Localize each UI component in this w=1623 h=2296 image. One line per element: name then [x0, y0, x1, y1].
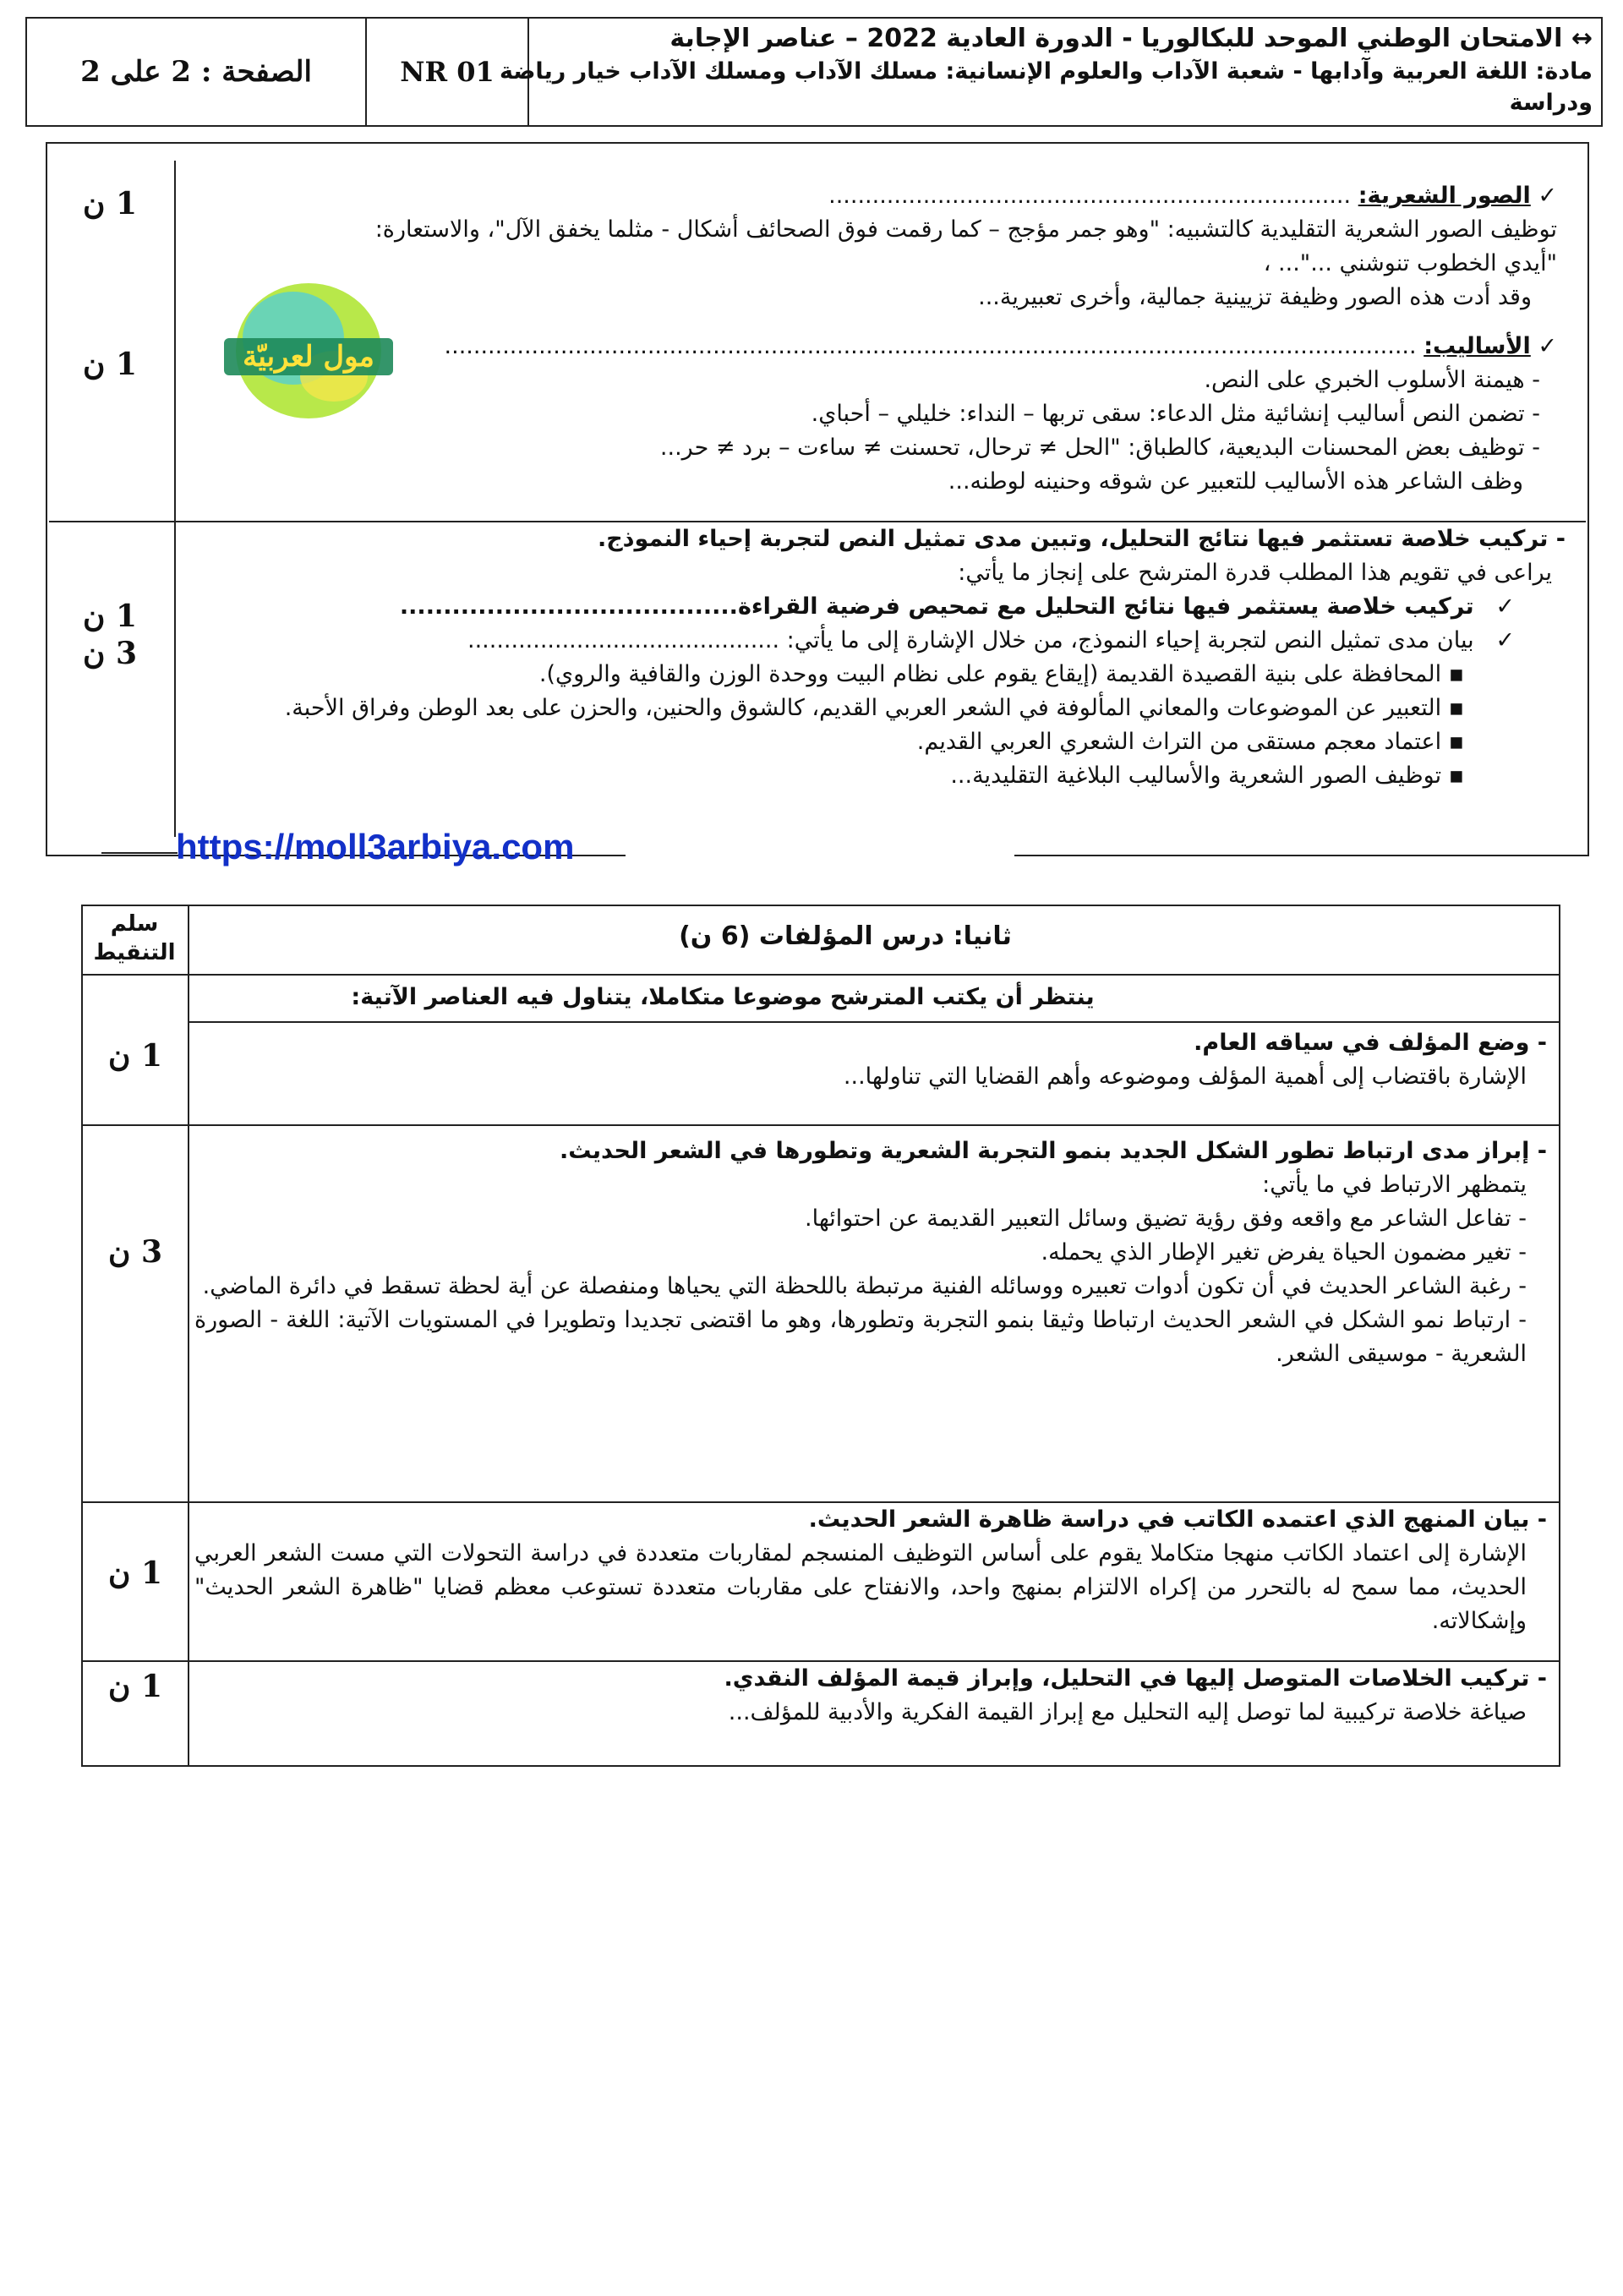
url-mask — [626, 832, 1014, 866]
score-images: 1 ن — [82, 186, 138, 221]
exam-title: الامتحان الوطني الموحد للبكالوريا - الدورة العادية 2022 – عناصر الإجابة — [669, 24, 1563, 53]
bullet-icon: ▪ — [1448, 763, 1464, 789]
arrow-icon: ↔ — [1571, 24, 1593, 53]
site-logo — [216, 279, 402, 423]
row-line: - تفاعل الشاعر مع واقعه وفق رؤية تضيق وسائل التعبير القديمة عن احتوائها. — [805, 1205, 1527, 1232]
exam-title-cell — [499, 22, 1593, 122]
score-row: 1 ن — [107, 1555, 163, 1591]
divider — [189, 1021, 1560, 1023]
section2-row-4 — [194, 1662, 1547, 1730]
poetic-images-title: الصور الشعرية: — [1358, 183, 1531, 209]
logo-text: مول لعربيّة — [243, 340, 374, 374]
styles-line: - تضمن النص أساليب إنشائية مثل الدعاء: سقى تربها – النداء: خليلي – أحباي. — [811, 401, 1540, 427]
exam-code: NR 01 — [400, 56, 495, 88]
section2-intro: ينتظر أن يكتب المترشح موضوعا متكاملا، يتناول فيه العناصر الآتية: — [351, 984, 1095, 1010]
page-number-cell — [27, 19, 365, 125]
check-icon: ✓ — [1538, 183, 1557, 209]
score-synthesis-2: 3 ن — [82, 636, 138, 671]
styles-line: - توظيف بعض المحسنات البديعية، كالطباق: "الحل ≠ ترحال، تحسنت ≠ ساءت – برد ≠ حر... — [659, 435, 1540, 461]
bullet-icon: ▪ — [1448, 695, 1464, 721]
synthesis-bullet: توظيف الصور الشعرية والأساليب البلاغية التقليدية... — [950, 763, 1442, 789]
score-row: 1 ن — [107, 1669, 163, 1704]
poetic-images-line: توظيف الصور الشعرية التقليدية كالتشبيه: "وهو جمر مؤجج – كما رقمت فوق الصحائف أشكال - مثلما يخفق الآل"، والاستعارة: — [374, 216, 1557, 243]
row-line: يتمظهر الارتباط في ما يأتي: — [1262, 1172, 1527, 1198]
synthesis-title: - تركيب خلاصة تستثمر فيها نتائج التحليل، وتبين مدى تمثيل النص لتجربة إحياء النموذج. — [597, 526, 1566, 552]
exam-subject-cont: ودراسة — [1509, 90, 1593, 116]
score-styles: 1 ن — [82, 347, 138, 382]
styles-title: الأساليب: — [1424, 333, 1531, 359]
row-title: - إبراز مدى ارتباط تطور الشكل الجديد بنمو التجربة الشعرية وتطورها في الشعر الحديث. — [559, 1138, 1547, 1164]
score-row: 1 ن — [107, 1038, 163, 1074]
styles-block: ✓ الأساليب: ...................................................................................................................................... - هيمنة الأسلوب الخبري على النص. - تضمن النص أساليب إنشائية مثل الدعاء: سقى تربها – النداء: خليلي – أحباي. - توظيف بعض المحسنات البديعية، كالطباق: "الحل ≠ ترحال، تحسنت ≠ ساءت – برد ≠ حر... وظف الشاعر هذه الأساليب للتعبير عن شوقه وحنينه لوطنه... — [179, 330, 1557, 499]
synthesis-bullet: المحافظة على بنية القصيدة القديمة (إيقاع يقوم على نظام البيت ووحدة الوزن والقافية والروي). — [538, 661, 1442, 687]
score-row: 3 ن — [107, 1234, 163, 1270]
divider — [81, 1124, 1560, 1126]
scale-header: سلم التنقيط — [93, 911, 176, 965]
row-line: صياغة خلاصة تركيبية لما توصل إليه التحليل مع إبراز القيمة الفكرية والأدبية للمؤلف... — [728, 1699, 1527, 1725]
check-icon: ✓ — [1538, 333, 1557, 359]
synthesis-check-1: تركيب خلاصة يستثمر فيها نتائج التحليل مع تمحيص فرضية القراءة....................................... — [399, 593, 1474, 620]
bullet-icon: ▪ — [1448, 729, 1464, 755]
header-box — [25, 17, 1603, 127]
site-url[interactable]: https://moll3arbiya.com — [176, 827, 575, 866]
synthesis-block — [179, 522, 1566, 793]
page-number: الصفحة : 2 على 2 — [80, 55, 312, 89]
divider — [101, 852, 178, 854]
row-line: - رغبة الشاعر الحديث في أن تكون أدوات تعبيره ووسائله الفنية مرتبطة باللحظة التي يحياها ومنفصلة عن أية لحظة تسقط في دائرة الماضي. — [202, 1273, 1527, 1299]
check-icon: ✓ — [1495, 593, 1515, 620]
check-icon: ✓ — [1495, 627, 1515, 653]
section2-row-2 — [194, 1134, 1547, 1371]
row-title: - تركيب الخلاصات المتوصل إليها في التحليل، وإبراز قيمة المؤلف النقدي. — [724, 1665, 1547, 1692]
synthesis-bullet: اعتماد معجم مستقى من التراث الشعري العربي القديم. — [916, 729, 1442, 755]
styles-line: - هيمنة الأسلوب الخبري على النص. — [1204, 367, 1540, 393]
synthesis-bullet: التعبير عن الموضوعات والمعاني المألوفة في الشعر العربي القديم، كالشوق والحنين، والحزن على بعد الوطن وفراق الأحبة. — [284, 695, 1442, 721]
styles-line: وظف الشاعر هذه الأساليب للتعبير عن شوقه وحنينه لوطنه... — [948, 468, 1523, 495]
section2-row-1 — [194, 1026, 1547, 1094]
synthesis-intro: يراعى في تقويم هذا المطلب قدرة المترشح على إنجاز ما يأتي: — [958, 560, 1552, 586]
poetic-images-line: "أيدي الخطوب تنوشني ..."... ، — [1263, 250, 1557, 276]
divider — [188, 905, 189, 1767]
synthesis-check-2: بيان مدى تمثيل النص لتجربة إحياء النموذج، من خلال الإشارة إلى ما يأتي: ........................................... — [467, 627, 1474, 653]
divider — [174, 161, 176, 837]
row-title: - وضع المؤلف في سياقه العام. — [1194, 1030, 1547, 1056]
divider — [81, 974, 1560, 976]
poetic-images-line: وقد أدت هذه الصور وظيفة تزيينية جمالية، وأخرى تعبيرية... — [978, 284, 1532, 310]
row-line: - ارتباط نمو الشكل في الشعر الحديث ارتباطا وثيقا بنمو التجربة وتطورها، وهو ما اقتضى تجديدا وتطويرا في المستويات الآتية: اللغة - الصورة الشعرية - موسيقى الشعر. — [194, 1307, 1527, 1367]
section2-row-3 — [194, 1503, 1547, 1638]
poetic-images-block: ✓ الصور الشعرية: ........................................................................ توظيف الصور الشعرية التقليدية كالتشبيه: "وهو جمر مؤجج – كما رقمت فوق الصحائف أشكال - مثلما يخفق الآل"، والاستعارة: "أيدي الخطوب تنوشني ..."... ، وقد أدت هذه الصور وظيفة تزيينية جمالية، وأخرى تعبيرية... — [179, 179, 1557, 314]
section2-title: ثانيا: درس المؤلفات (6 ن) — [679, 921, 1012, 951]
row-line: - تغير مضمون الحياة يفرض تغير الإطار الذي يحمله. — [1041, 1239, 1527, 1266]
bullet-icon: ▪ — [1448, 661, 1464, 687]
exam-subject: مادة: اللغة العربية وآدابها - شعبة الآداب والعلوم الإنسانية: مسلك الآداب ومسلك الآداب خيار رياضة — [499, 58, 1593, 85]
row-title: - بيان المنهج الذي اعتمده الكاتب في دراسة ظاهرة الشعر الحديث. — [808, 1506, 1547, 1533]
score-synthesis-1: 1 ن — [82, 599, 138, 634]
row-line: الإشارة باقتضاب إلى أهمية المؤلف وموضوعه وأهم القضايا التي تناولها... — [843, 1063, 1527, 1090]
row-line: الإشارة إلى اعتماد الكاتب منهجا متكاملا يقوم على أساس التوظيف المنسجم لمقاربات متعددة في دراسة التحولات التي مست الشعر العربي الحديث، مما سمح له بالتحرر من إكراه الالتزام بمنهج واحد، والانفتاح على مقاربات متعددة تستوعب معظم قضايا "ظاهرة الشعر الحديث" وإشكالاته. — [194, 1540, 1527, 1634]
